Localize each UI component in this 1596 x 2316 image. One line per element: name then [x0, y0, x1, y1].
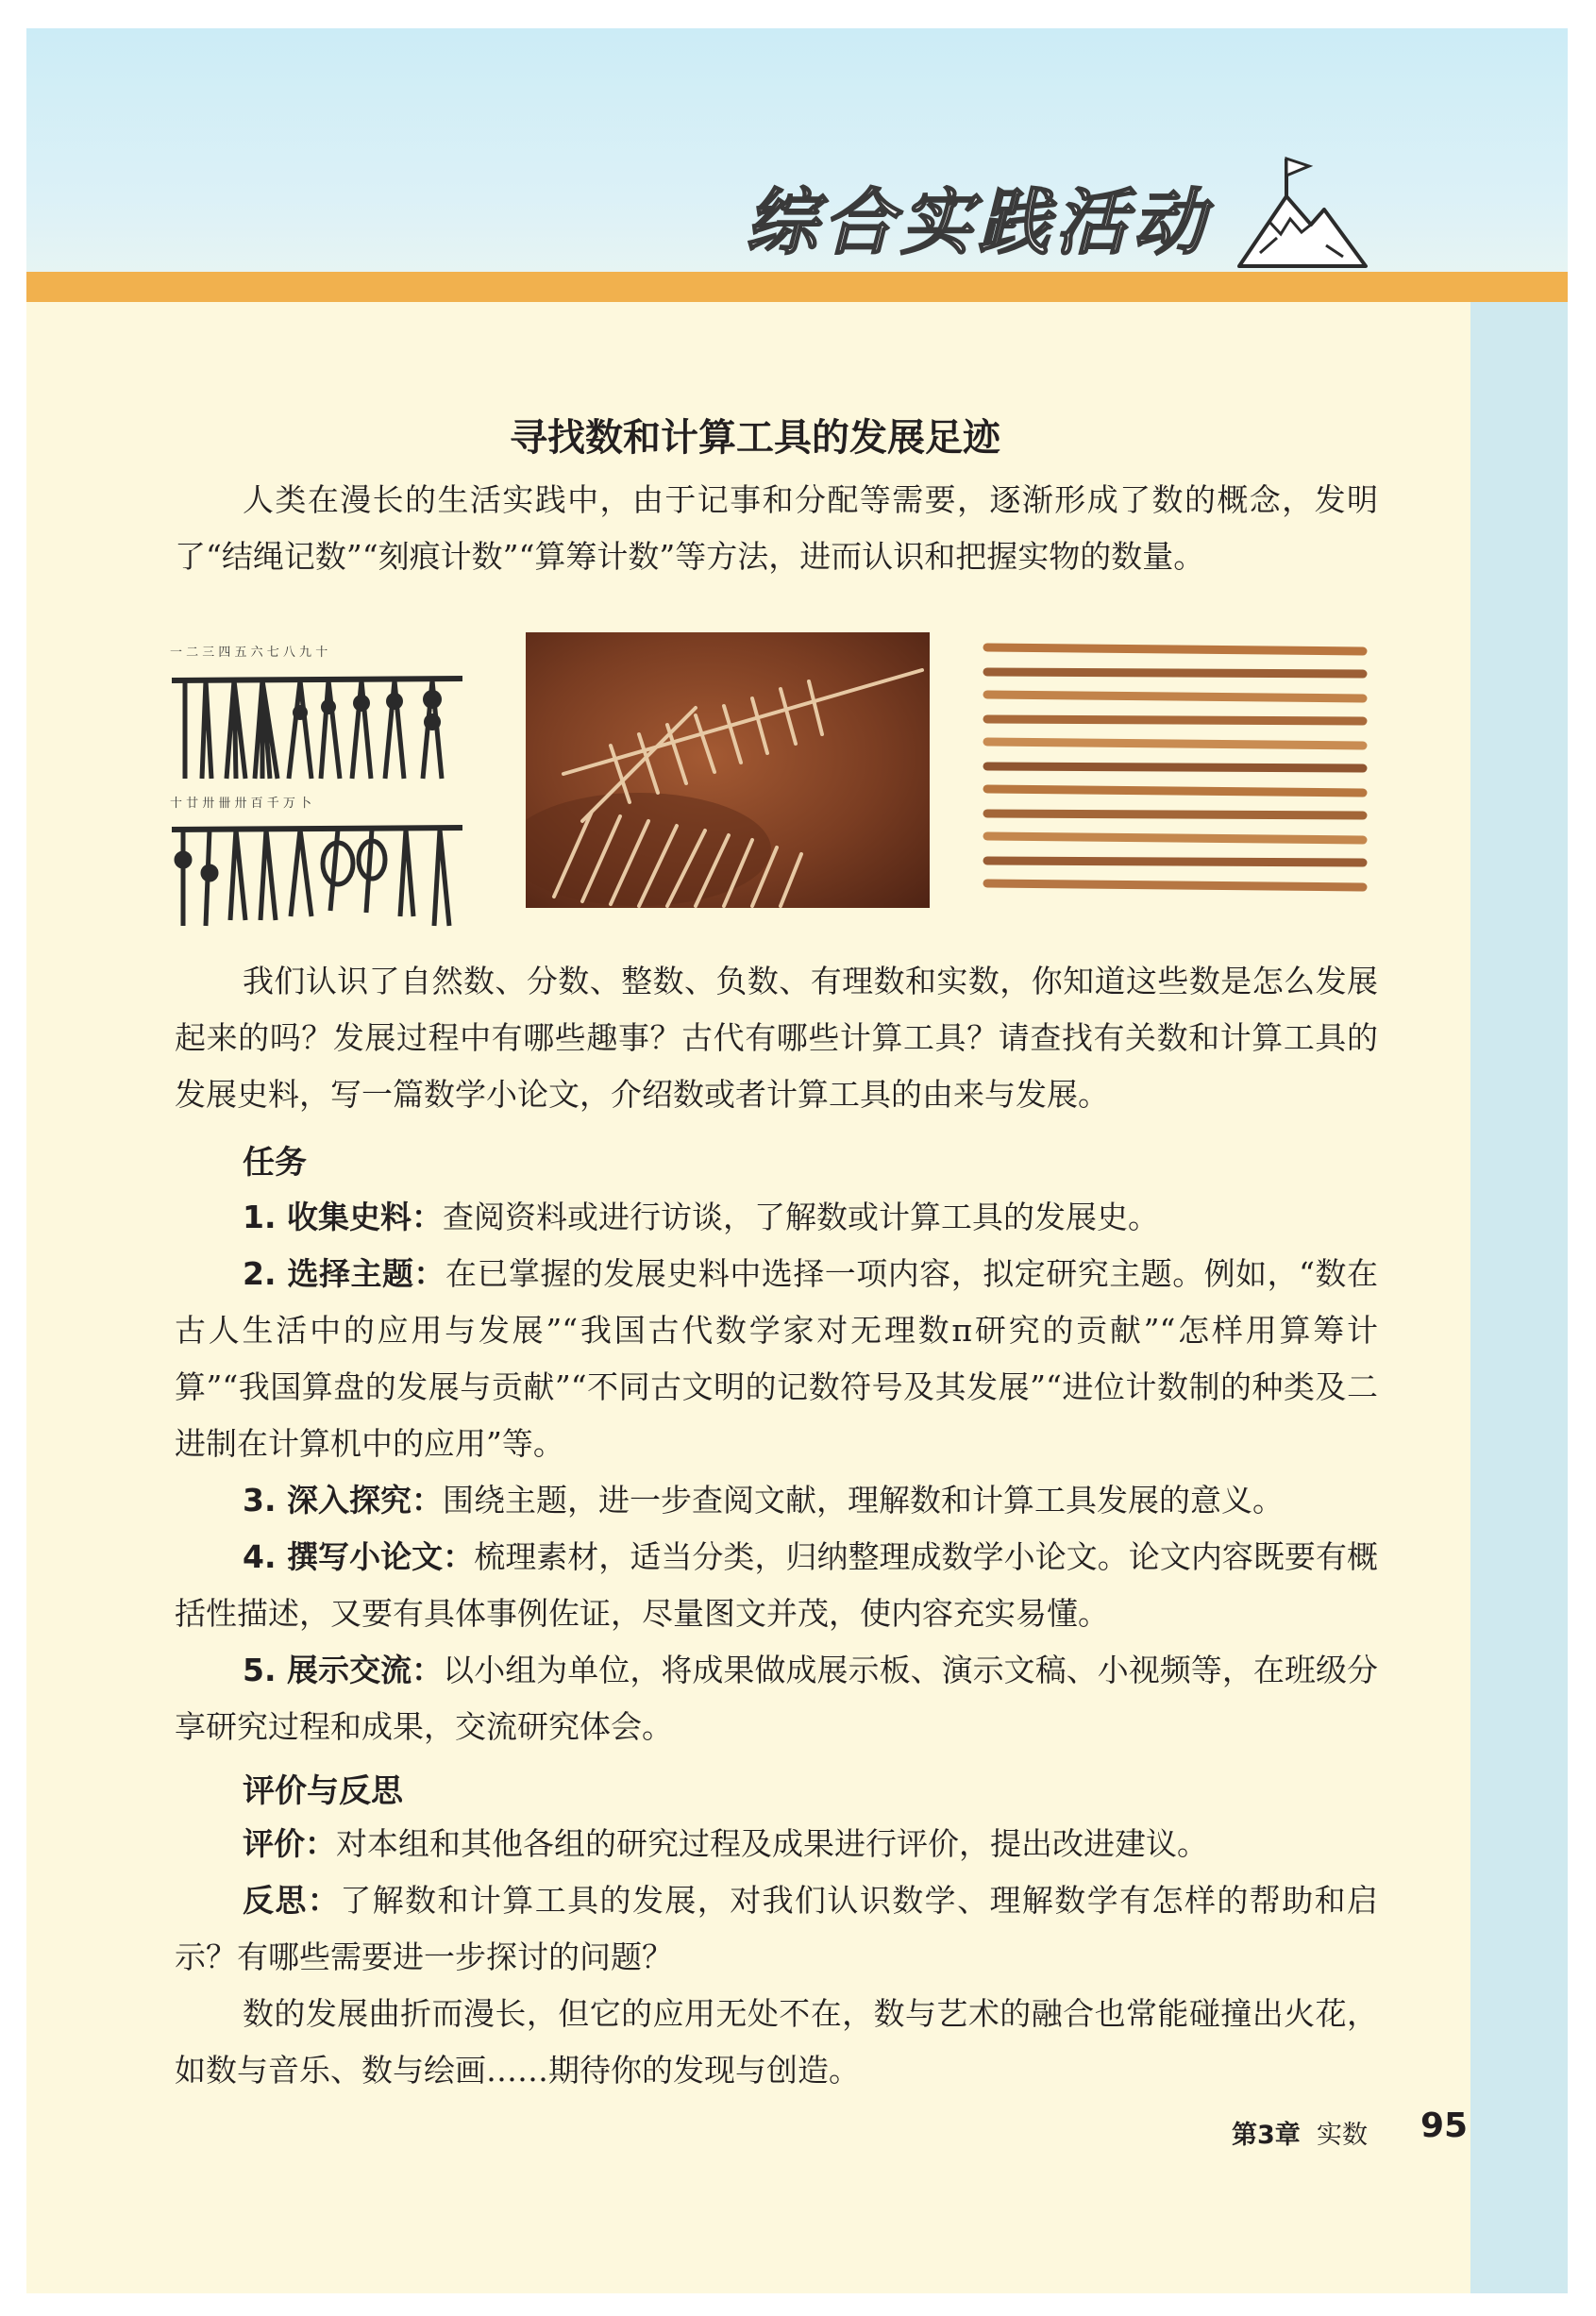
task-label: 1. 收集史料：	[243, 1199, 443, 1235]
task-text: 梳理素材，适当分类，归纳整理成数学小论文。论文内容既要有概括性描述，又要有具体事例佐证，尽量图文并茂，使内容充实易懂。	[175, 1538, 1378, 1632]
task-label: 4. 撰写小论文：	[243, 1538, 475, 1575]
closing-paragraph: 数的发展曲折而漫长，但它的应用无处不在，数与艺术的融合也常能碰撞出火花，如数与音乐、数与绘画……期待你的发现与创造。	[175, 1995, 1378, 2089]
task-label: 3. 深入探究：	[243, 1482, 443, 1519]
task-text: 在已掌握的发展史料中选择一项内容，拟定研究主题。例如，“数在古人生活中的应用与发展”“我国古代数学家对无理数π研究的贡献”“怎样用算筹计算”“我国算盘的发展与贡献”“不同古文明的记数符号及其发展”“进位计数制的种类及二进制在计算机中的应用”等。	[175, 1255, 1378, 1462]
task-label: 5. 展示交流：	[243, 1652, 444, 1688]
task-text: 以小组为单位，将成果做成展示板、演示文稿、小视频等，在班级分享研究过程和成果，交流研究体会。	[175, 1652, 1379, 1745]
chapter-number: 第3章	[1232, 2121, 1301, 2150]
reflection-label: 反思：	[243, 1882, 341, 1919]
evaluation-label: 评价：	[243, 1825, 336, 1862]
evaluation-paragraph	[175, 1816, 1378, 1872]
evaluation-heading: 评价与反思	[243, 1772, 403, 1810]
reflection-text: 了解数和计算工具的发展，对我们认识数学、理解数学有怎样的帮助和启示？有哪些需要进一步探讨的问题？	[175, 1882, 1379, 1975]
counting-rods-photo	[982, 640, 1369, 902]
task-text: 围绕主题，进一步查阅文献，理解数和计算工具发展的意义。	[443, 1482, 1284, 1519]
task-label: 2. 选择主题：	[243, 1255, 445, 1292]
knotted-rope-illustration	[168, 637, 470, 930]
task-text: 查阅资料或进行访谈，了解数或计算工具的发展史。	[443, 1199, 1159, 1235]
footer-chapter	[1232, 2114, 1368, 2151]
task-item	[175, 1246, 1378, 1472]
rope-numerals-bottom: 十 廿 卅 卌 卅 百 千 万 卜	[170, 797, 312, 811]
task-item	[175, 1472, 1378, 1529]
tally-marks-photo	[526, 632, 930, 908]
tasks-heading: 任务	[243, 1144, 307, 1182]
reflection-paragraph	[175, 1872, 1378, 1986]
evaluation-text: 对本组和其他各组的研究过程及成果进行评价，提出改进建议。	[336, 1825, 1208, 1862]
page-number: 95	[1420, 2106, 1469, 2145]
rope-numerals-top: 一 二 三 四 五 六 七 八 九 十	[170, 646, 328, 660]
section-banner-title: 综合实践活动	[746, 180, 1210, 264]
header-accent-bar	[26, 272, 1568, 302]
task-item	[175, 1189, 1378, 1246]
article-title: 寻找数和计算工具的发展足迹	[510, 416, 1000, 460]
chapter-name: 实数	[1316, 2121, 1368, 2150]
mountain-flag-icon	[1232, 151, 1373, 274]
intro-paragraph: 人类在漫长的生活实践中，由于记事和分配等需要，逐渐形成了数的概念，发明了“结绳记数”“刻痕计数”“算筹计数”等方法，进而认识和把握实物的数量。	[175, 481, 1378, 575]
task-item	[175, 1642, 1378, 1755]
task-item	[175, 1529, 1378, 1642]
margin-strip	[1470, 302, 1568, 2293]
question-paragraph: 我们认识了自然数、分数、整数、负数、有理数和实数，你知道这些数是怎么发展起来的吗？发展过程中有哪些趣事？古代有哪些计算工具？请查找有关数和计算工具的发展史料，写一篇数学小论文，介绍数或者计算工具的由来与发展。	[175, 963, 1378, 1113]
